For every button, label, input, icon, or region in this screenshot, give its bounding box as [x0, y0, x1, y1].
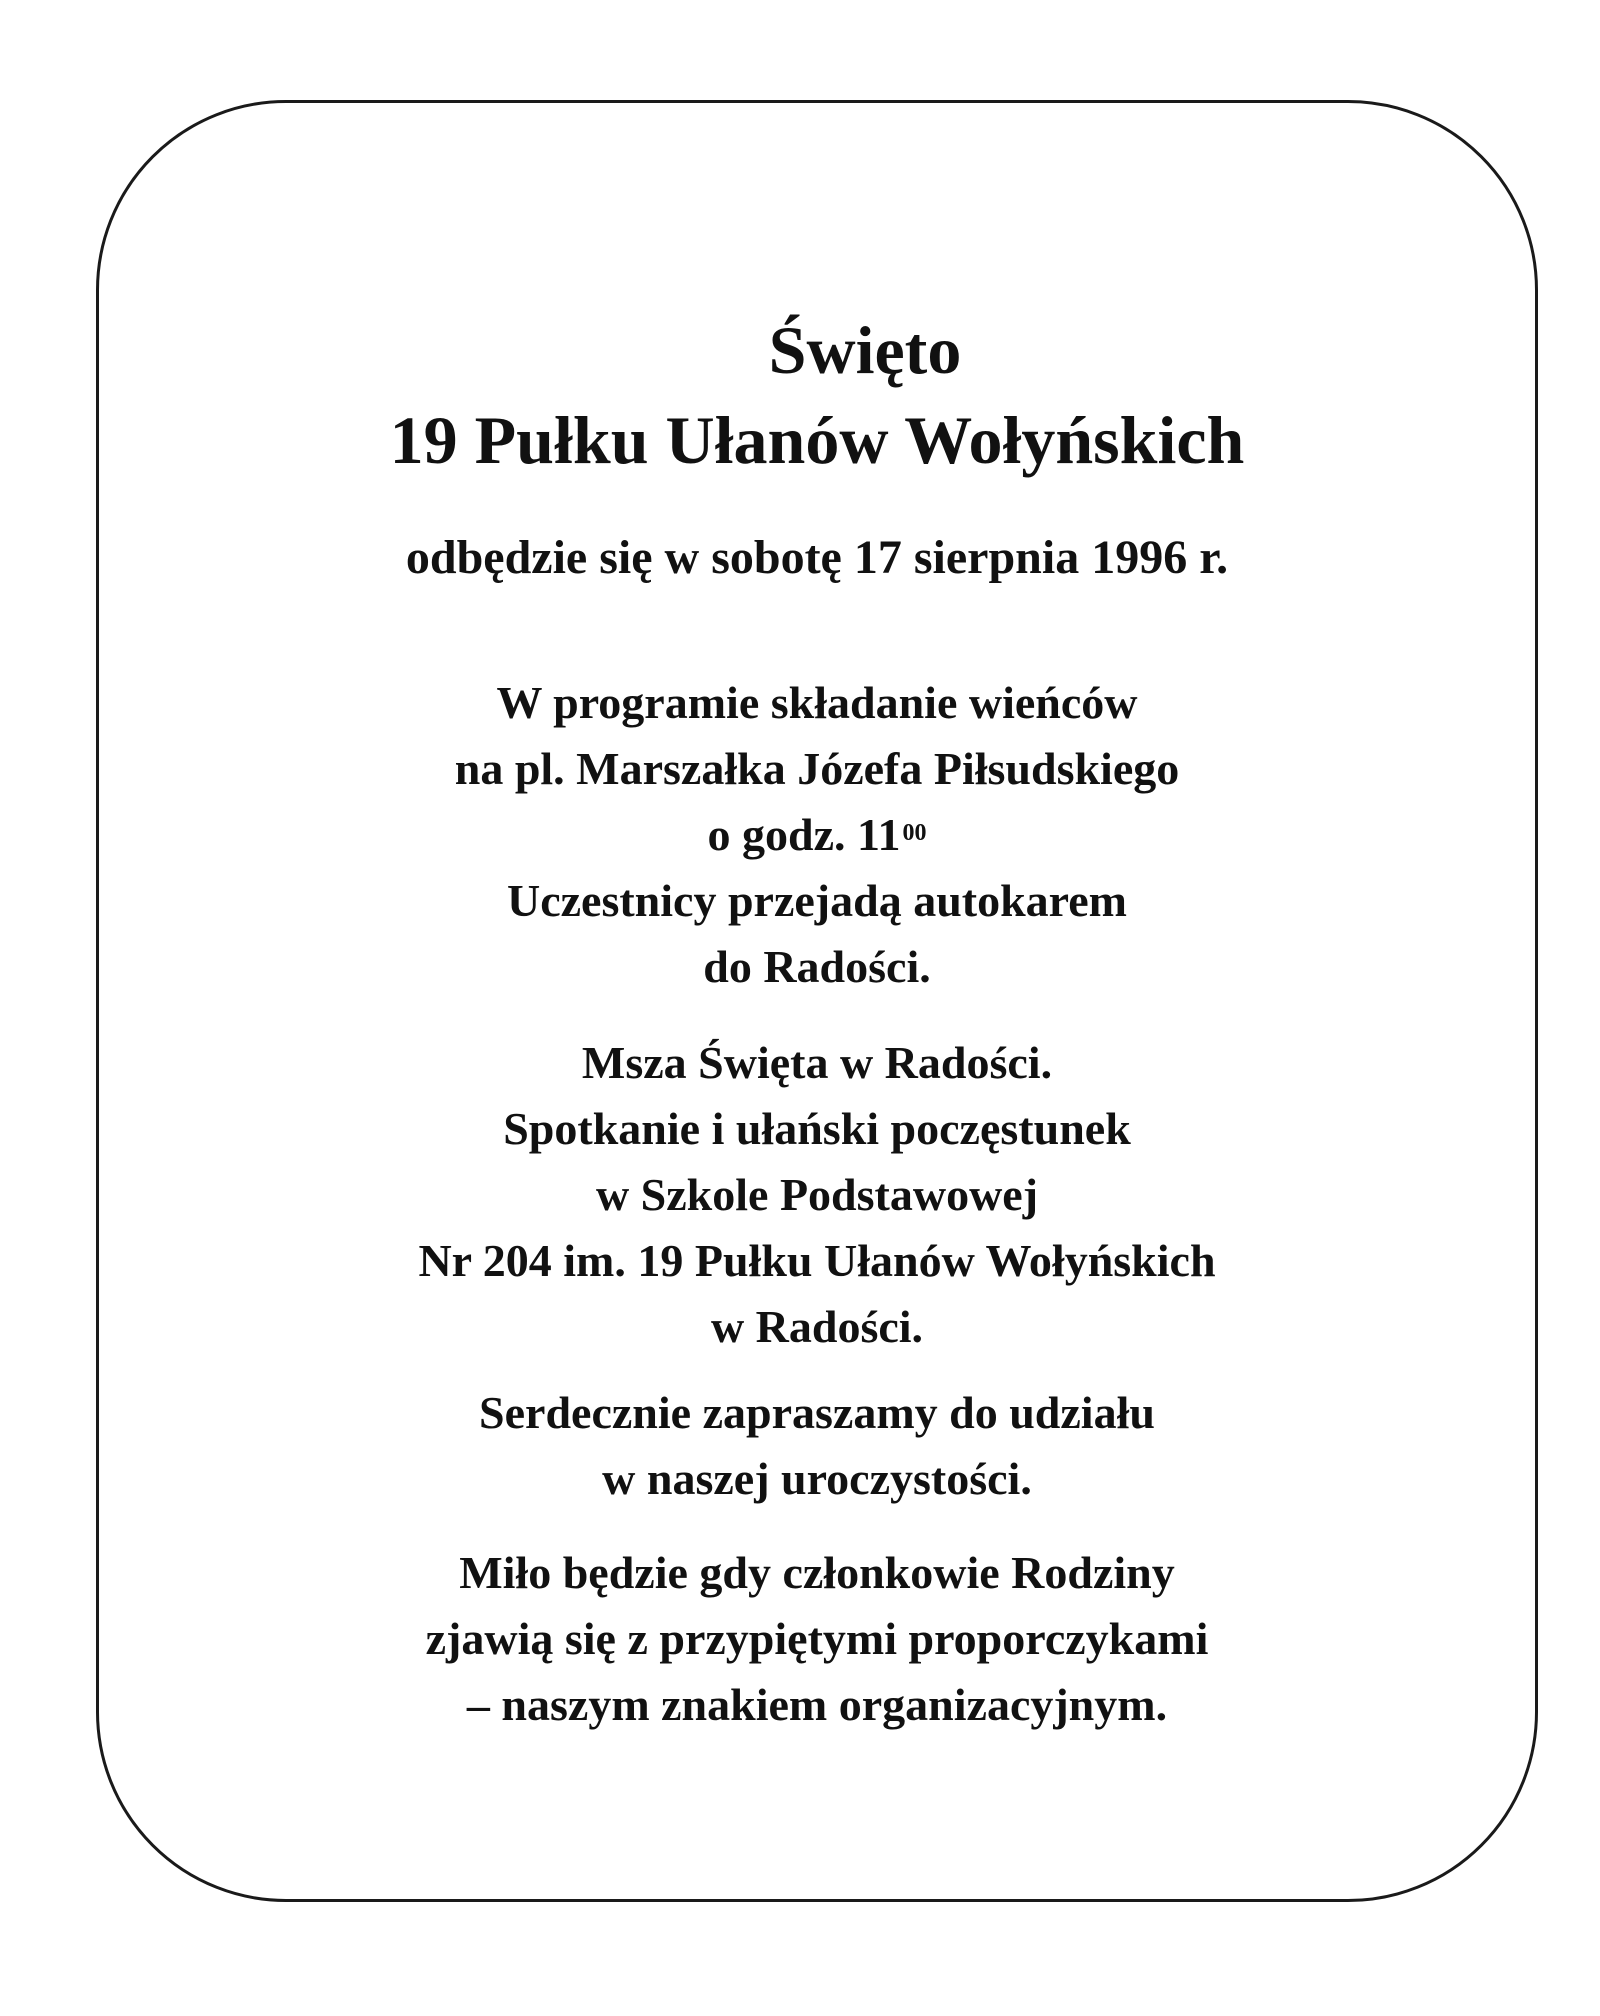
event-date-line: odbędzie się w sobotę 17 sierpnia 1996 r. [405, 531, 1229, 584]
title-line-1: Święto [768, 312, 962, 388]
program-time-minutes: 00 [902, 820, 927, 846]
closing-line-2: zjawią się z przypiętymi proporczykami [425, 1613, 1209, 1664]
closing-line-1: Miło będzie gdy członkowie Rodziny [459, 1547, 1175, 1598]
invitation-line-2: w naszej uroczystości. [602, 1453, 1032, 1504]
mass-line-2: Spotkanie i ułański poczęstunek [503, 1103, 1131, 1154]
mass-paragraph [96, 1030, 1538, 1360]
mass-line-4: Nr 204 im. 19 Pułku Ułanów Wołyńskich [418, 1235, 1216, 1286]
program-line-5: do Radości. [703, 941, 931, 992]
program-line-2: na pl. Marszałka Józefa Piłsudskiego [454, 743, 1180, 794]
invitation-line-1: Serdecznie zapraszamy do udziału [479, 1387, 1155, 1438]
closing-line-3: – naszym znakiem organizacyjnym. [466, 1679, 1168, 1730]
title-line-2: 19 Pułku Ułanów Wołyńskich [389, 402, 1245, 478]
program-time: o godz. 11 [707, 809, 901, 860]
invitation-paragraph [96, 1380, 1538, 1512]
program-line-1: W programie składanie wieńców [496, 677, 1138, 728]
program-line-3 [96, 802, 1538, 868]
mass-line-3: w Szkole Podstawowej [595, 1169, 1039, 1220]
mass-line-1: Msza Święta w Radości. [581, 1037, 1053, 1088]
closing-paragraph [96, 1540, 1538, 1738]
program-paragraph [96, 670, 1538, 1000]
mass-line-5: w Radości. [710, 1301, 924, 1352]
program-line-4: Uczestnicy przejadą autokarem [506, 875, 1127, 926]
